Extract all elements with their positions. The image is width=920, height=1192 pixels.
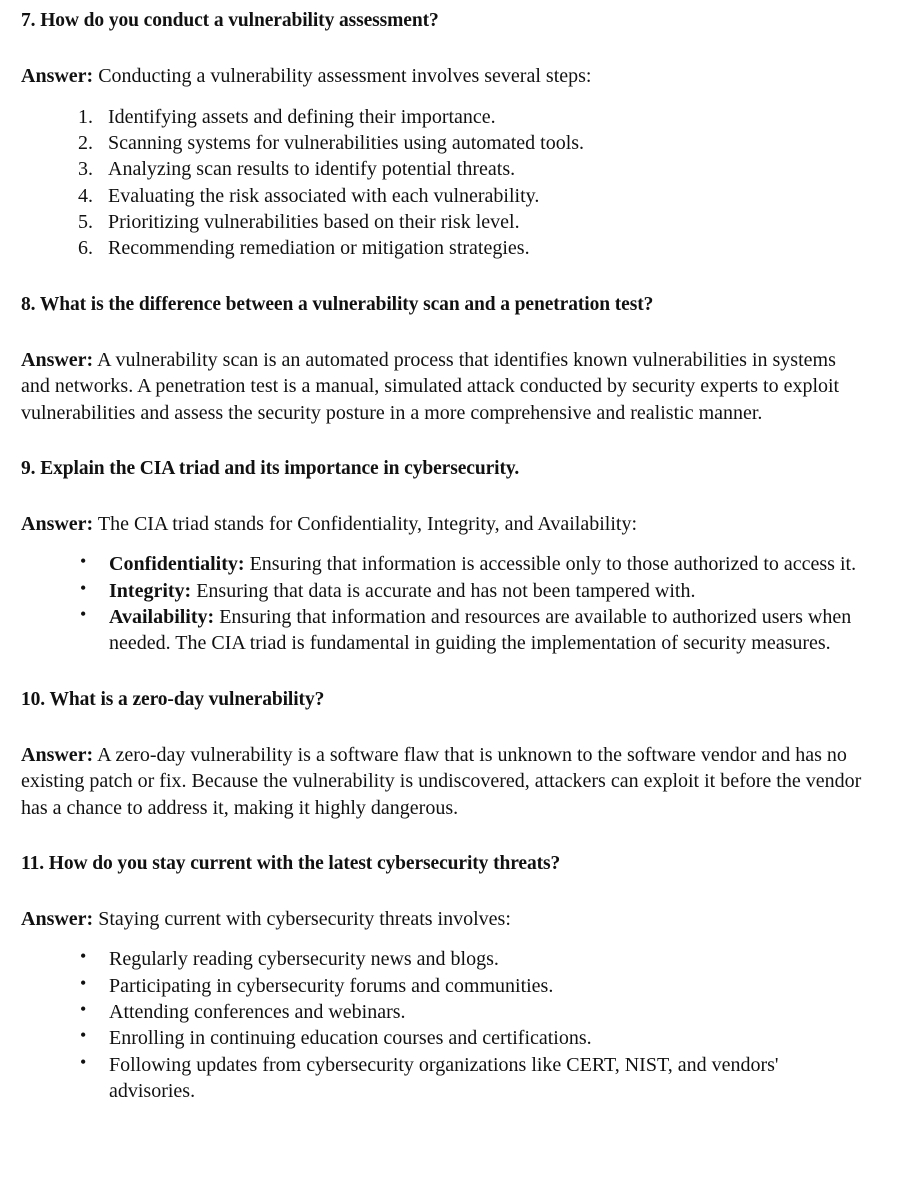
qa-section-8 (21, 292, 866, 426)
answer-paragraph-11 (21, 906, 866, 932)
qa-section-9 (21, 456, 866, 657)
spacer (21, 426, 866, 456)
bullet-list-9 (21, 551, 866, 657)
list-item (80, 578, 866, 604)
ordered-list-7 (21, 104, 866, 262)
list-item (80, 999, 866, 1025)
list-item-term: Integrity: (109, 579, 192, 602)
spacer (21, 481, 866, 511)
answer-label-9: Answer: (21, 513, 94, 536)
answer-label-7: Answer: (21, 65, 94, 88)
spacer (21, 317, 866, 347)
list-item-term: Availability: (109, 606, 215, 629)
answer-text-7: Conducting a vulnerability assessment involves several steps: (98, 65, 592, 88)
list-item-text: Enrolling in continuing education courses and certifications. (109, 1027, 592, 1050)
spacer (21, 33, 866, 63)
spacer (21, 262, 866, 292)
list-item-text: Ensuring that data is accurate and has not been tampered with. (196, 579, 696, 602)
list-item (80, 551, 866, 577)
answer-label-11: Answer: (21, 908, 94, 931)
spacer (21, 712, 866, 742)
spacer (21, 876, 866, 906)
question-heading-8: 8. What is the difference between a vulnerability scan and a penetration test? (21, 293, 654, 315)
list-item: Recommending remediation or mitigation strategies. (108, 237, 530, 260)
list-item-term: Confidentiality: (109, 553, 245, 576)
answer-text-11: Staying current with cybersecurity threats involves: (98, 908, 511, 931)
list-item-text: Regularly reading cybersecurity news and blogs. (109, 948, 499, 971)
qa-section-10 (21, 687, 866, 821)
answer-text-10: A zero-day vulnerability is a software flaw that is unknown to the software vendor and has no existing patch or fix. Because the vulnerability is undiscovered, attackers can exploit it before the vendor has a chance to address it, making it highly dangerous. (21, 744, 862, 819)
list-item-text: Following updates from cybersecurity organizations like CERT, NIST, and vendors' advisories. (109, 1053, 779, 1103)
answer-paragraph-7 (21, 63, 866, 89)
answer-label-8: Answer: (21, 349, 94, 372)
list-item (80, 1052, 866, 1105)
qa-section-7 (21, 8, 866, 262)
list-item: Evaluating the risk associated with each vulnerability. (108, 184, 540, 207)
spacer (21, 821, 866, 851)
answer-paragraph-10 (21, 742, 866, 821)
list-item: Identifying assets and defining their importance. (108, 105, 496, 128)
list-item: Scanning systems for vulnerabilities using automated tools. (108, 131, 585, 154)
answer-text-9: The CIA triad stands for Confidentiality, Integrity, and Availability: (97, 513, 638, 536)
list-item-text: Participating in cybersecurity forums and communities. (109, 974, 554, 997)
list-item-text: Attending conferences and webinars. (109, 1001, 406, 1024)
list-item: Prioritizing vulnerabilities based on their risk level. (108, 211, 520, 234)
question-heading-10: 10. What is a zero-day vulnerability? (21, 688, 325, 710)
spacer (21, 90, 866, 104)
bullet-list-11 (21, 946, 866, 1104)
answer-paragraph-8 (21, 347, 866, 426)
spacer (21, 657, 866, 687)
list-item: Analyzing scan results to identify potential threats. (108, 158, 516, 181)
answer-text-8: A vulnerability scan is an automated process that identifies known vulnerabilities in systems and networks. A penetration test is a manual, simulated attack conducted by security experts to exploit vulnerabilities and assess the security posture in a more comprehensive and realistic manner. (21, 349, 840, 424)
question-heading-7: 7. How do you conduct a vulnerability assessment? (21, 10, 439, 31)
list-item-text: Ensuring that information is accessible only to those authorized to access it. (249, 553, 857, 576)
spacer (21, 932, 866, 946)
list-item (80, 946, 866, 972)
question-heading-9: 9. Explain the CIA triad and its importance in cybersecurity. (21, 457, 520, 479)
answer-paragraph-9 (21, 511, 866, 537)
list-item (80, 973, 866, 999)
list-item (80, 1025, 866, 1051)
spacer (21, 537, 866, 551)
answer-label-10: Answer: (21, 744, 94, 767)
list-item (80, 604, 866, 657)
list-item-text: Ensuring that information and resources are available to authorized users when needed. The CIA triad is fundamental in guiding the implementation of security measures. (109, 606, 852, 655)
qa-section-11 (21, 851, 866, 1105)
question-heading-11: 11. How do you stay current with the latest cybersecurity threats? (21, 852, 561, 874)
